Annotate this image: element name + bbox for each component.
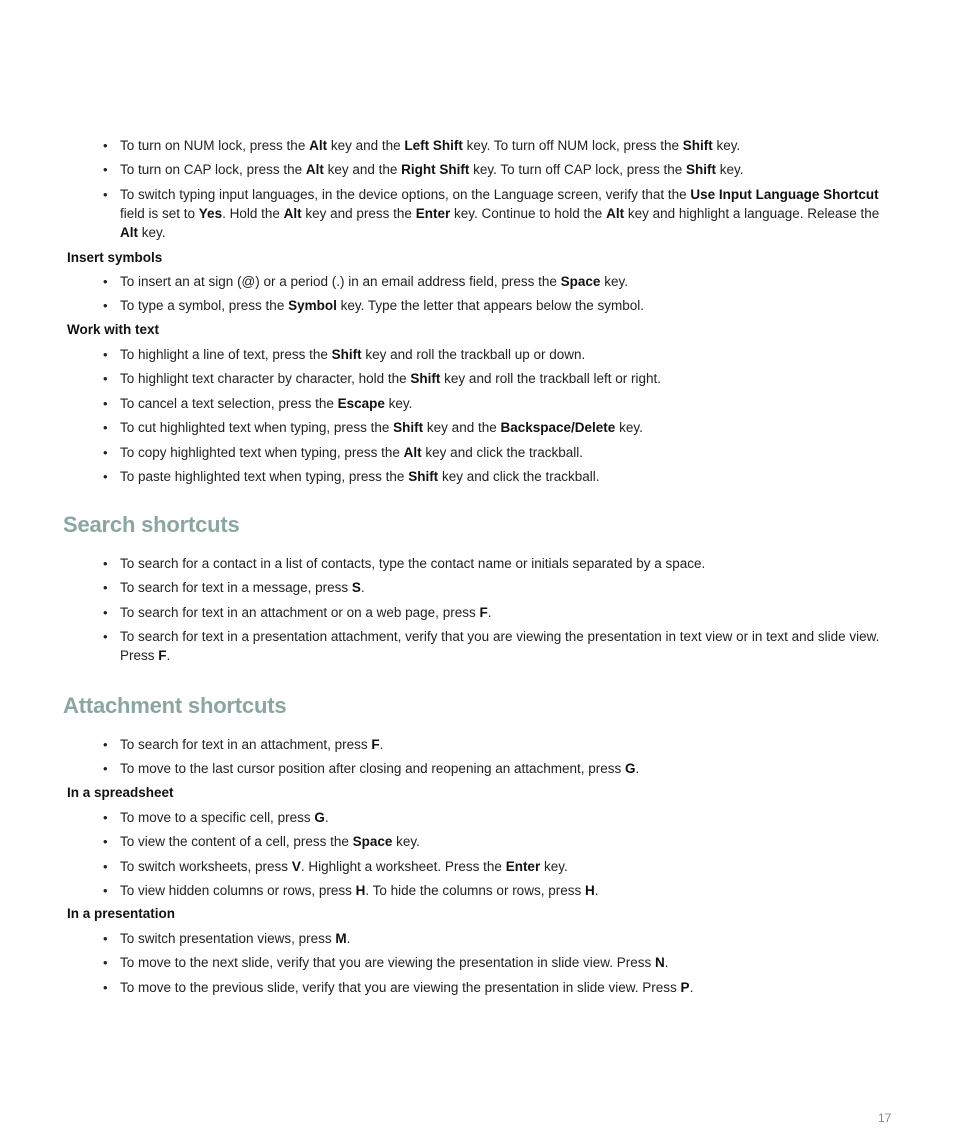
text-run: To cancel a text selection, press the <box>120 395 338 411</box>
text-run: To search for text in an attachment, press <box>120 737 372 752</box>
key-name: Use Input Language Shortcut <box>690 186 879 202</box>
text-run: To move to the next slide, verify that you are viewing the presentation in slide view. Press <box>120 955 656 971</box>
text-run: key and the <box>327 138 405 153</box>
bullet-list <box>0 554 954 665</box>
text-run: To move to the last cursor position after closing and reopening an attachment, press <box>120 761 626 777</box>
text-run: . <box>689 979 694 995</box>
text-run: To highlight text character by character, hold the <box>120 371 411 387</box>
text-run: . Hold the <box>222 205 284 221</box>
key-name: Enter <box>415 205 451 221</box>
list-item <box>0 857 954 876</box>
text-run: To move to the previous slide, verify that you are viewing the presentation in slide view. Press <box>120 979 681 995</box>
bullet-list-insert-symbols <box>0 272 954 321</box>
list-item <box>0 272 954 291</box>
list-item <box>0 160 954 179</box>
text-run: key and highlight a language. Release the <box>624 205 880 221</box>
text-run: To insert an at sign (@) or a period (.) in an email address field, press the <box>120 274 561 289</box>
text-run: key. To turn off NUM lock, press the <box>462 138 683 153</box>
key-name: Shift <box>331 347 362 362</box>
key-name: Escape <box>337 395 385 411</box>
list-item <box>0 418 954 437</box>
key-name: Shift <box>393 420 424 436</box>
list-item <box>0 369 954 388</box>
text-run: key. <box>615 420 643 436</box>
list-item <box>0 953 954 972</box>
bullet-list-attachment-shortcuts <box>0 735 954 784</box>
key-name: Shift <box>682 138 713 153</box>
key-name: H <box>584 883 595 899</box>
key-name: Left Shift <box>404 138 463 153</box>
text-run: To search for text in a presentation attachment, verify that you are viewing the presentation in text view or in text and slide view. Press <box>120 629 880 664</box>
text-run: key. Continue to hold the <box>450 205 607 221</box>
section-title-attachment-shortcuts: Attachment shortcuts <box>63 693 287 718</box>
text-run: . <box>594 883 599 899</box>
text-run: To view hidden columns or rows, press <box>120 883 356 899</box>
text-run: To switch presentation views, press <box>120 931 336 946</box>
key-name: Shift <box>410 371 441 387</box>
text-run: To switch worksheets, press <box>120 858 292 874</box>
subheading-in-a-presentation: In a presentation <box>67 906 176 921</box>
bullet-list <box>0 136 954 242</box>
text-run: To highlight a line of text, press the <box>120 347 332 362</box>
text-run: To turn on NUM lock, press the <box>120 138 310 153</box>
text-run: . <box>346 931 351 946</box>
key-name: Alt <box>309 138 328 153</box>
text-run: key and roll the trackball left or right. <box>440 371 662 387</box>
bullet-list-search-shortcuts <box>0 554 954 671</box>
key-name: Enter <box>505 858 541 874</box>
key-name: Alt <box>120 224 138 240</box>
list-item <box>0 832 954 851</box>
key-name: G <box>625 761 636 777</box>
text-run: To cut highlighted text when typing, press the <box>120 420 394 436</box>
text-run: . To hide the columns or rows, press <box>365 883 585 899</box>
key-name: Space <box>352 834 393 850</box>
key-name: H <box>355 883 366 899</box>
list-item <box>0 136 954 155</box>
bullet-list <box>0 345 954 486</box>
bullet-list-presentation <box>0 929 954 1002</box>
list-item <box>0 735 954 754</box>
subheading-insert-symbols: Insert symbols <box>67 250 163 265</box>
key-name: S <box>351 580 361 596</box>
key-name: Shift <box>408 468 439 484</box>
list-item <box>0 978 954 997</box>
list-item <box>0 881 954 900</box>
bullet-list-modes <box>0 136 954 247</box>
text-run: . <box>166 648 171 664</box>
text-run: key. <box>712 138 741 153</box>
list-item <box>0 627 954 665</box>
text-run: To paste highlighted text when typing, press the <box>120 468 409 484</box>
bullet-list <box>0 272 954 315</box>
bullet-list-work-with-text <box>0 345 954 491</box>
key-name: V <box>291 858 301 874</box>
list-item <box>0 185 954 242</box>
text-run: key and the <box>323 162 402 178</box>
key-name: Right Shift <box>401 162 470 178</box>
text-run: key. Type the letter that appears below the symbol. <box>336 298 645 314</box>
list-item <box>0 554 954 573</box>
bullet-list <box>0 929 954 997</box>
key-name: Shift <box>686 162 716 178</box>
list-item <box>0 759 954 778</box>
key-name: P <box>680 979 690 995</box>
key-name: Yes <box>198 205 223 221</box>
subheading-in-a-spreadsheet: In a spreadsheet <box>67 785 174 800</box>
text-run: key. <box>392 834 420 850</box>
list-item <box>0 345 954 364</box>
subheading-work-with-text: Work with text <box>67 322 160 337</box>
text-run: key and click the trackball. <box>438 468 600 484</box>
bullet-list <box>0 808 954 900</box>
text-run: To copy highlighted text when typing, press the <box>120 444 404 460</box>
text-run: To search for text in an attachment or on a web page, press <box>120 604 480 620</box>
text-run: To switch typing input languages, in the device options, on the Language screen, verify that the <box>120 186 691 202</box>
list-item <box>0 603 954 622</box>
text-run: To search for a contact in a list of contacts, type the contact name or initials separated by a space. <box>120 556 706 571</box>
section-title-search-shortcuts: Search shortcuts <box>63 512 240 537</box>
text-run: . <box>635 761 640 777</box>
text-run: . <box>379 737 384 752</box>
page-number: 17 <box>878 1111 892 1125</box>
list-item <box>0 578 954 597</box>
text-run: To search for text in a message, press <box>120 580 352 596</box>
bullet-list <box>0 735 954 778</box>
text-run: To turn on CAP lock, press the <box>120 162 306 178</box>
key-name: F <box>371 737 380 752</box>
key-name: Alt <box>403 444 422 460</box>
text-run: key. <box>384 395 413 411</box>
text-run: . <box>360 580 365 596</box>
text-run: . <box>324 810 329 825</box>
key-name: Alt <box>305 162 324 178</box>
key-name: G <box>314 810 325 825</box>
text-run: To view the content of a cell, press the <box>120 834 353 850</box>
key-name: F <box>479 604 488 620</box>
bullet-list-spreadsheet <box>0 808 954 906</box>
key-name: Space <box>560 274 601 289</box>
text-run: key. <box>600 274 628 289</box>
key-name: Alt <box>606 205 625 221</box>
list-item <box>0 929 954 948</box>
key-name: N <box>655 955 665 971</box>
text-run: field is set to <box>120 205 199 221</box>
text-run: key and press the <box>301 205 416 221</box>
text-run: To move to a specific cell, press <box>120 810 315 825</box>
text-run: key. <box>138 224 166 240</box>
text-run: key. <box>540 858 568 874</box>
list-item <box>0 467 954 486</box>
list-item <box>0 443 954 462</box>
text-run: key and the <box>423 420 501 436</box>
text-run: . <box>487 604 492 620</box>
key-name: F <box>158 648 167 664</box>
text-run: key and roll the trackball up or down. <box>361 347 586 362</box>
text-run: To type a symbol, press the <box>120 298 289 314</box>
text-run: . <box>664 955 669 971</box>
text-run: key. <box>716 162 744 178</box>
text-run: key and click the trackball. <box>421 444 583 460</box>
list-item <box>0 394 954 413</box>
text-run: . Highlight a worksheet. Press the <box>300 858 506 874</box>
list-item <box>0 808 954 827</box>
text-run: key. To turn off CAP lock, press the <box>469 162 686 178</box>
key-name: M <box>335 931 347 946</box>
key-name: Alt <box>283 205 302 221</box>
key-name: Backspace/Delete <box>500 420 616 436</box>
key-name: Symbol <box>288 298 337 314</box>
list-item <box>0 296 954 315</box>
